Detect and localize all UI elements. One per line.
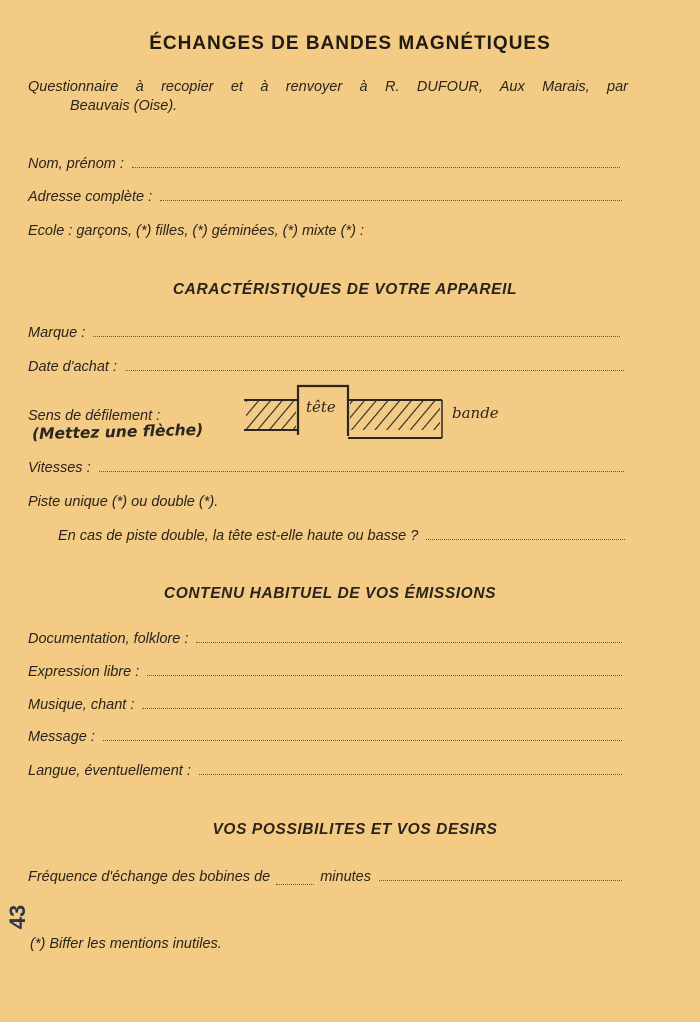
ecole-field[interactable] <box>28 219 628 239</box>
musique-label: Musique, chant : <box>28 697 135 713</box>
tape-left-hatched <box>246 400 296 430</box>
langue-label: Langue, éventuellement : <box>28 763 191 779</box>
section-appareil-heading: CARACTÉRISTIQUES DE VOTRE APPAREIL <box>172 281 518 298</box>
documentation-dotted-line <box>196 641 622 643</box>
vitesses-label: Vitesses : <box>28 460 91 476</box>
intro-text <box>28 78 628 116</box>
page-title: ÉCHANGES DE BANDES MAGNÉTIQUES <box>149 33 551 54</box>
intro-line-1: Questionnaire à recopier et à renvoyer à R. DUFOUR, Aux Marais, par <box>28 79 628 95</box>
diagram-bande-label: bande <box>452 404 499 422</box>
nom-field[interactable] <box>28 152 620 172</box>
tape-right-hatched <box>350 400 440 430</box>
ecole-label: Ecole : garçons, (*) filles, (*) géminées, (*) mixte (*) : <box>28 223 365 239</box>
expression-field[interactable] <box>28 660 622 680</box>
piste-question-field[interactable] <box>58 524 625 544</box>
minutes-label: minutes <box>320 869 371 885</box>
marque-dotted-line <box>93 335 620 337</box>
marque-field[interactable] <box>28 321 620 341</box>
diagram-tete-label: tête <box>306 398 336 416</box>
piste-question-dotted-line <box>426 538 625 540</box>
adresse-label: Adresse complète : <box>28 189 153 205</box>
frequence-label: Fréquence d'échange des bobines de <box>28 869 271 885</box>
marque-label: Marque : <box>28 325 86 341</box>
expression-dotted-line <box>147 674 622 676</box>
piste-question-label: En cas de piste double, la tête est-elle haute ou basse ? <box>58 528 419 544</box>
documentation-label: Documentation, folklore : <box>28 631 189 647</box>
vitesses-dotted-line <box>99 470 624 472</box>
section-possibilites-heading: VOS POSSIBILITES ET VOS DESIRS <box>212 821 498 838</box>
section-contenu-heading: CONTENU HABITUEL DE VOS ÉMISSIONS <box>163 585 497 602</box>
documentation-field[interactable] <box>28 627 622 647</box>
musique-dotted-line <box>142 707 622 709</box>
sens-defilement-label: Sens de défilement : <box>28 408 161 424</box>
piste-label: Piste unique (*) ou double (*). <box>28 494 219 510</box>
nom-dotted-line <box>132 166 620 168</box>
date-achat-label: Date d'achat : <box>28 359 118 375</box>
date-achat-field[interactable] <box>28 355 624 375</box>
langue-field[interactable] <box>28 759 622 779</box>
intro-line-2: Beauvais (Oise). <box>70 98 178 114</box>
message-dotted-line <box>103 739 622 741</box>
adresse-field[interactable] <box>28 185 622 205</box>
frequence-dotted-line <box>379 879 622 881</box>
message-field[interactable] <box>28 725 622 745</box>
frequence-minutes-blank[interactable] <box>276 883 314 885</box>
footnote-text: (*) Biffer les mentions inutiles. <box>30 936 222 952</box>
sens-defilement-handwritten-note: (Mettez une flèche) <box>31 420 204 444</box>
date-achat-dotted-line <box>125 369 624 371</box>
message-label: Message : <box>28 729 95 745</box>
expression-label: Expression libre : <box>28 664 140 680</box>
adresse-dotted-line <box>160 199 622 201</box>
footnote <box>30 932 430 952</box>
page-number: 43 <box>5 904 31 930</box>
nom-label: Nom, prénom : <box>28 156 124 172</box>
frequence-field[interactable] <box>28 865 622 885</box>
vitesses-field[interactable] <box>28 456 624 476</box>
piste-field[interactable] <box>28 490 428 510</box>
langue-dotted-line <box>199 773 622 775</box>
musique-field[interactable] <box>28 693 622 713</box>
